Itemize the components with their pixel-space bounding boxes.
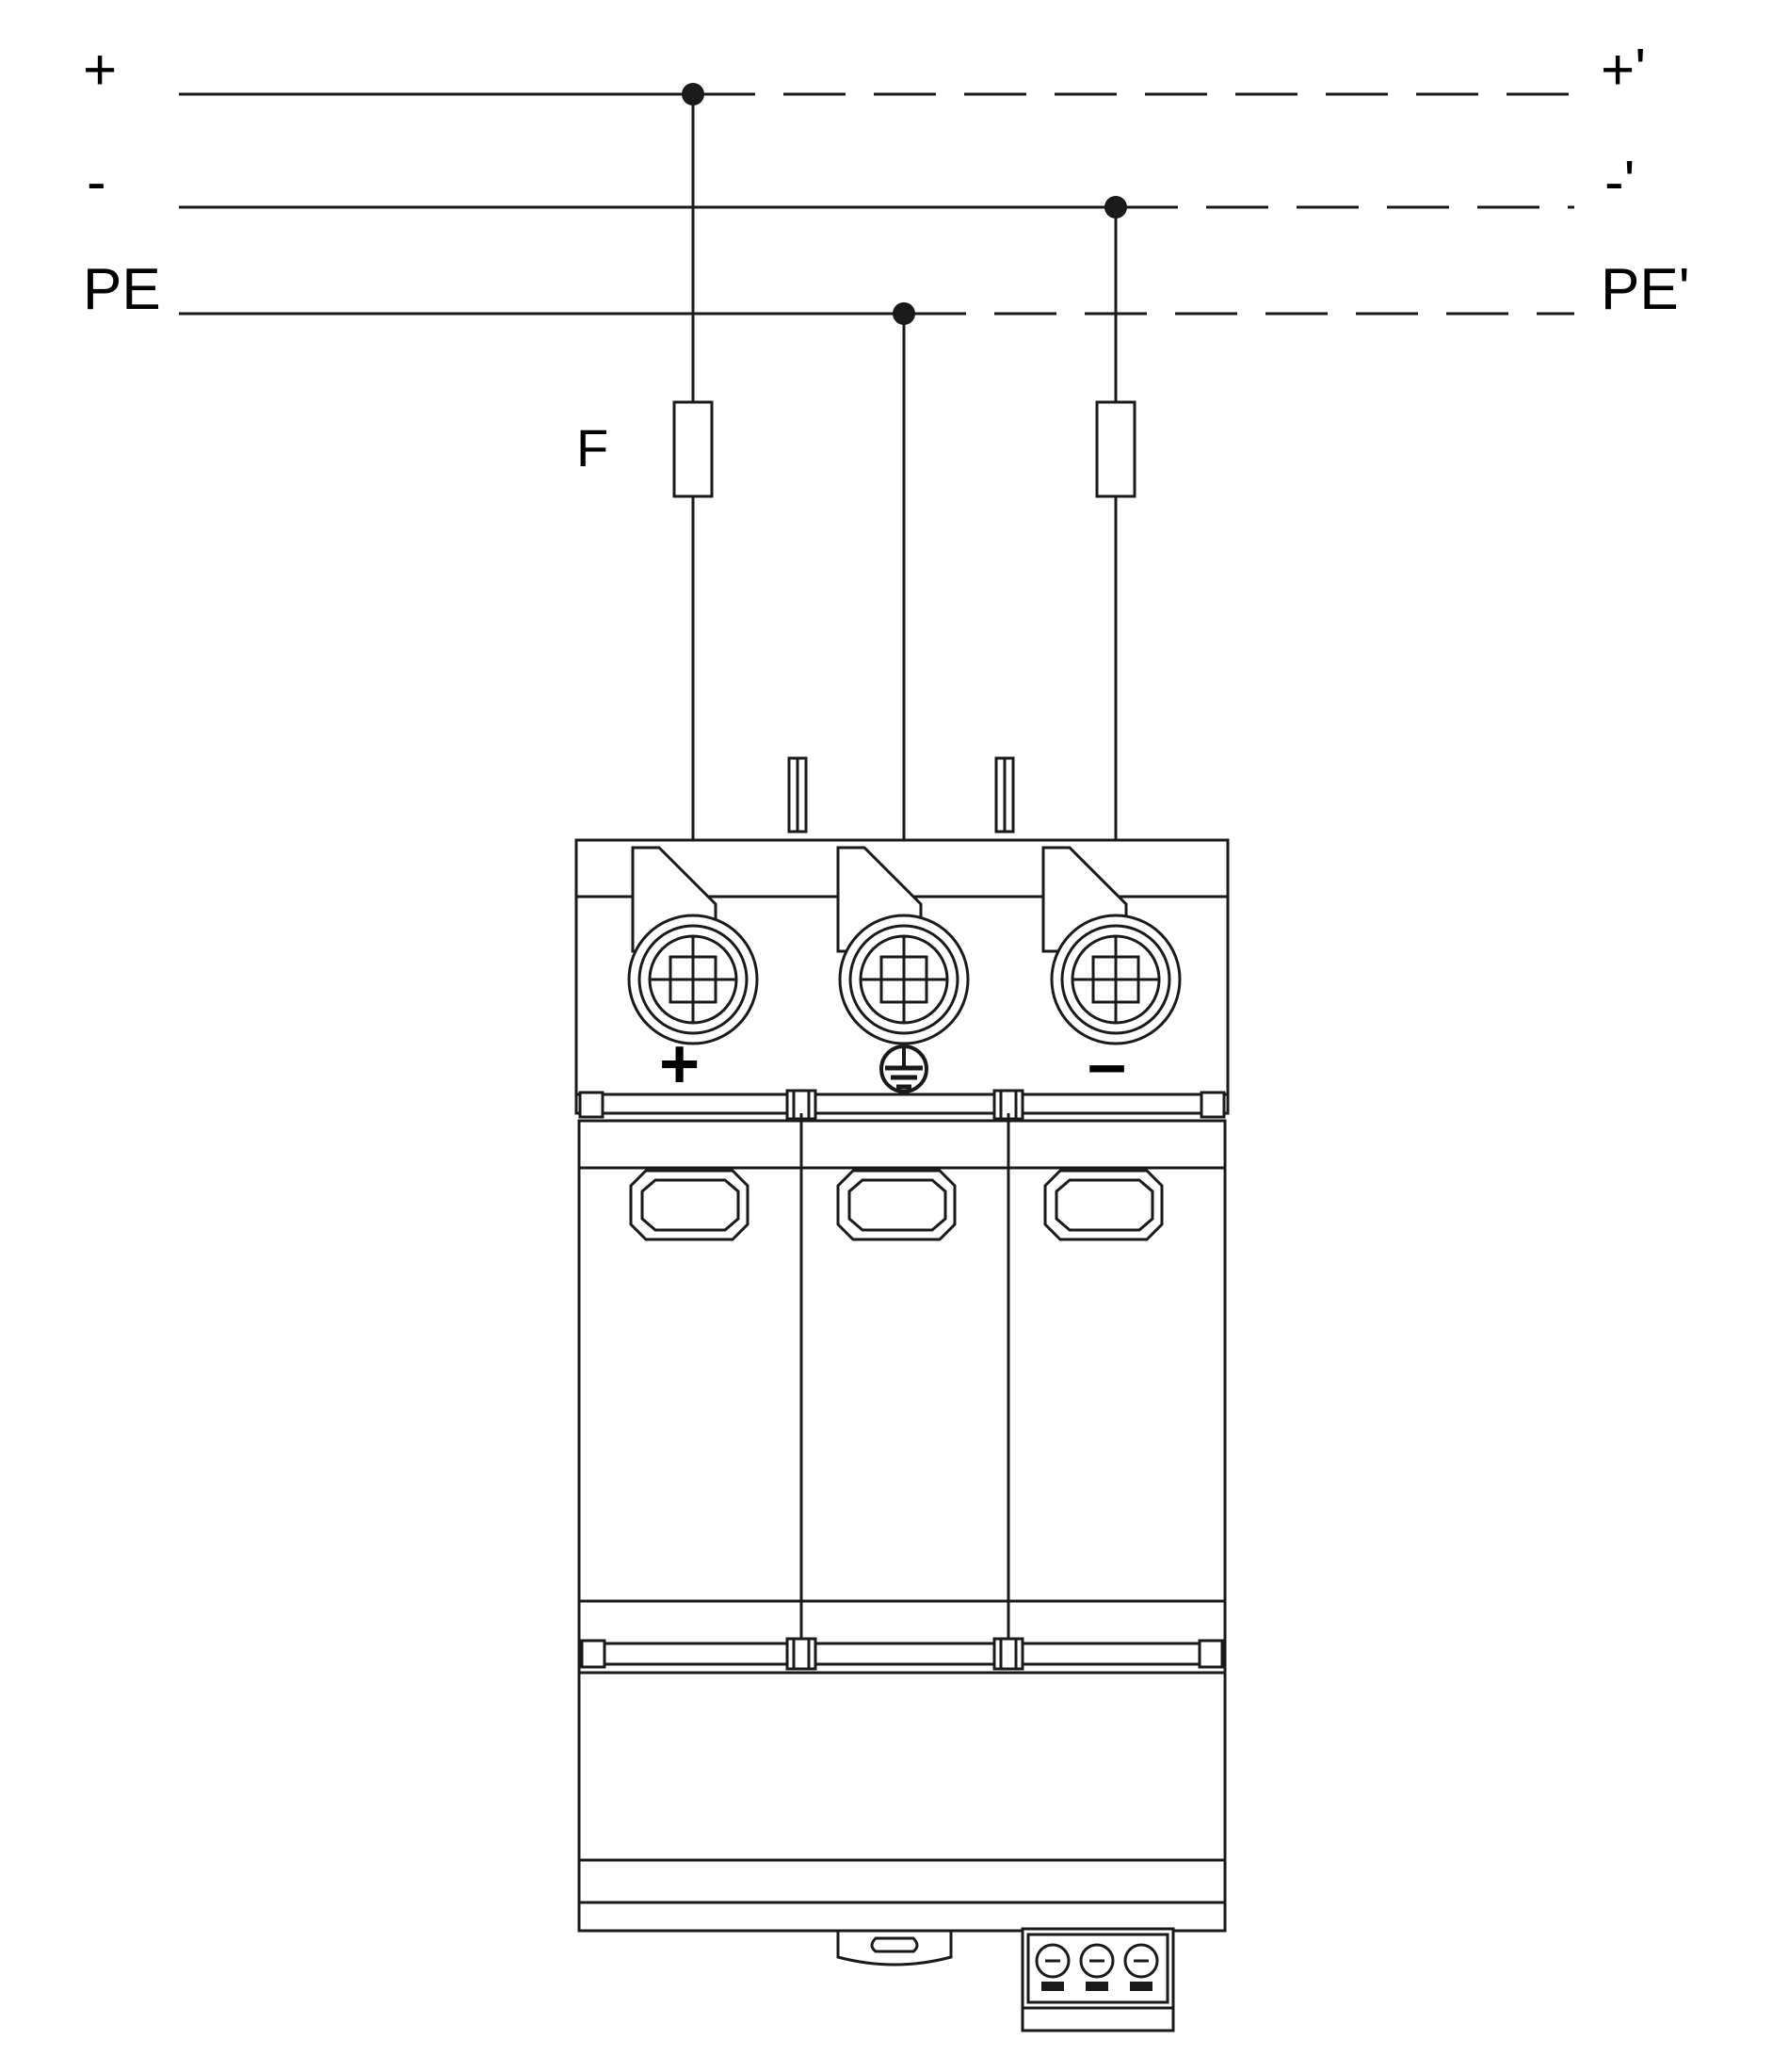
label-minus: -: [87, 150, 106, 215]
device-base: [579, 1673, 1225, 1931]
device-top-pins: [789, 758, 1013, 832]
remote-contact-connector: [1023, 1929, 1173, 2031]
terminal-marking-plus: +: [659, 1025, 701, 1103]
label-pe-prime: PE': [1601, 257, 1690, 322]
spd-device: [576, 758, 1228, 2031]
terminal-marking-minus: –: [1088, 1025, 1127, 1103]
din-rail-clip: [838, 1931, 951, 1965]
label-minus-prime: -': [1604, 150, 1636, 215]
label-fuse: F: [576, 418, 609, 478]
label-plus: +: [83, 38, 118, 103]
status-windows: [631, 1171, 1162, 1239]
label-plus-prime: +': [1601, 38, 1647, 103]
label-pe: PE: [83, 257, 161, 322]
earth-ground-icon: [881, 1046, 927, 1092]
terminal-screw-pe: [840, 915, 968, 1044]
fuse-icon: [674, 402, 712, 496]
fuse-icon: [1097, 402, 1135, 496]
